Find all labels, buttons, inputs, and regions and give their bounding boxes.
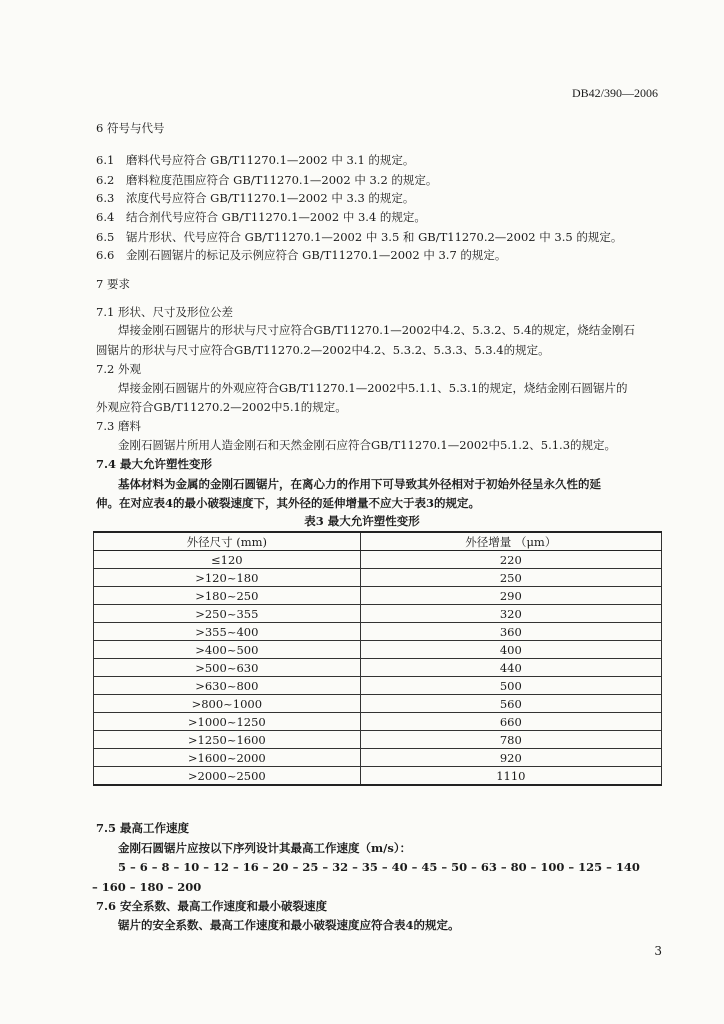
table-3-caption: 表3 最大允许塑性变形 (304, 514, 420, 528)
clause-text: 磨料代号应符合 GB/T11270.1—2002 中 3.1 的规定。 (126, 153, 415, 167)
table-row (94, 605, 662, 623)
cell-outer-diameter: >250~355 (94, 605, 361, 623)
clause-7-3-text-1: 金刚石圆锯片所用人造金刚石和天然金刚石应符合GB/T11270.1—2002中5.1.2、5.1.3的规定。 (118, 438, 617, 452)
header-outer-diameter: 外径尺寸 (mm) (94, 532, 361, 551)
cell-outer-diameter: >355~400 (94, 623, 361, 641)
clause-6-item (96, 172, 437, 188)
table-row (94, 641, 662, 659)
clause-text: 锯片形状、代号应符合 GB/T11270.1—2002 中 3.5 和 GB/T11270.2—2002 中 3.5 的规定。 (126, 230, 623, 244)
clause-7-6-text-1: 锯片的安全系数、最高工作速度和最小破裂速度应符合表4的规定。 (118, 918, 460, 932)
clause-6-item (96, 247, 506, 263)
cell-diameter-increase: 220 (360, 551, 661, 569)
cell-outer-diameter: >500~630 (94, 659, 361, 677)
cell-diameter-increase: 400 (360, 641, 661, 659)
clause-number: 6.6 (96, 248, 115, 262)
cell-outer-diameter: ≤120 (94, 551, 361, 569)
table-row (94, 659, 662, 677)
clause-text: 结合剂代号应符合 GB/T11270.1—2002 中 3.4 的规定。 (126, 210, 426, 224)
table-row (94, 569, 662, 587)
clause-number: 6.5 (96, 230, 115, 244)
clause-6-item (96, 229, 622, 245)
cell-outer-diameter: >120~180 (94, 569, 361, 587)
clause-number: 6.1 (96, 153, 115, 167)
speed-series-line-1: 5 – 6 – 8 – 10 – 12 – 16 – 20 – 25 – 32 – 35 – 40 – 45 – 50 – 63 – 80 – 100 – 125 – 140 (118, 860, 640, 874)
clause-7-4-text-1: 基体材料为金属的金刚石圆锯片，在离心力的作用下可导致其外径相对于初始外径呈永久性的延 (118, 477, 601, 491)
clause-7-2-heading: 7.2 外观 (96, 362, 141, 376)
clause-6-item (96, 152, 414, 168)
clause-text: 磨料粒度范围应符合 GB/T11270.1—2002 中 3.2 的规定。 (126, 173, 438, 187)
clause-7-1-text-1: 焊接金刚石圆锯片的形状与尺寸应符合GB/T11270.1—2002中4.2、5.3.2、5.4的规定，烧结金刚石 (118, 323, 635, 337)
table-3-max-plastic-deformation (93, 531, 662, 786)
clause-text: 浓度代号应符合 GB/T11270.1—2002 中 3.3 的规定。 (126, 191, 415, 205)
clause-7-2-text-2: 外观应符合GB/T11270.2—2002中5.1的规定。 (96, 400, 347, 414)
clause-number: 6.2 (96, 173, 115, 187)
cell-diameter-increase: 780 (360, 731, 661, 749)
cell-diameter-increase: 360 (360, 623, 661, 641)
cell-outer-diameter: >2000~2500 (94, 767, 361, 786)
clause-6-item (96, 209, 426, 225)
table-row (94, 551, 662, 569)
section-7-title: 7 要求 (96, 277, 130, 291)
cell-diameter-increase: 440 (360, 659, 661, 677)
document-code: DB42/390—2006 (571, 86, 658, 100)
table-row (94, 587, 662, 605)
speed-series-line-2: – 160 – 180 – 200 (92, 880, 202, 894)
clause-7-1-heading: 7.1 形状、尺寸及形位公差 (96, 305, 233, 319)
clause-7-5-heading: 7.5 最高工作速度 (96, 821, 190, 835)
table-header-row (94, 532, 662, 551)
clause-7-6-heading: 7.6 安全系数、最高工作速度和最小破裂速度 (96, 899, 328, 913)
cell-outer-diameter: >1000~1250 (94, 713, 361, 731)
clause-7-4-heading: 7.4 最大允许塑性变形 (96, 457, 213, 471)
header-diameter-increase: 外径增量 （μm） (360, 532, 661, 551)
section-6-title: 6 符号与代号 (96, 121, 165, 135)
cell-diameter-increase: 320 (360, 605, 661, 623)
table-row (94, 767, 662, 786)
clause-7-4-text-2: 伸。在对应表4的最小破裂速度下，其外径的延伸增量不应大于表3的规定。 (96, 496, 480, 510)
clause-7-3-heading: 7.3 磨料 (96, 419, 141, 433)
clause-number: 6.4 (96, 210, 115, 224)
table-row (94, 713, 662, 731)
clause-number: 6.3 (96, 191, 115, 205)
clause-7-5-text-1: 金刚石圆锯片应按以下序列设计其最高工作速度（m/s）： (118, 841, 412, 855)
cell-diameter-increase: 290 (360, 587, 661, 605)
table-row (94, 623, 662, 641)
cell-diameter-increase: 660 (360, 713, 661, 731)
cell-diameter-increase: 250 (360, 569, 661, 587)
clause-text: 金刚石圆锯片的标记及示例应符合 GB/T11270.1—2002 中 3.7 的规定。 (126, 248, 507, 262)
table-row (94, 677, 662, 695)
table-row (94, 731, 662, 749)
cell-outer-diameter: >1250~1600 (94, 731, 361, 749)
clause-7-1-text-2: 圆锯片的形状与尺寸应符合GB/T11270.2—2002中4.2、5.3.2、5.3.3、5.3.4的规定。 (96, 343, 550, 357)
cell-diameter-increase: 500 (360, 677, 661, 695)
page-number: 3 (654, 944, 662, 958)
cell-diameter-increase: 1110 (360, 767, 661, 786)
cell-outer-diameter: >630~800 (94, 677, 361, 695)
cell-diameter-increase: 560 (360, 695, 661, 713)
cell-diameter-increase: 920 (360, 749, 661, 767)
table-row (94, 695, 662, 713)
clause-7-2-text-1: 焊接金刚石圆锯片的外观应符合GB/T11270.1—2002中5.1.1、5.3.1的规定，烧结金刚石圆锯片的 (118, 381, 628, 395)
cell-outer-diameter: >1600~2000 (94, 749, 361, 767)
cell-outer-diameter: >180~250 (94, 587, 361, 605)
clause-6-item (96, 190, 414, 206)
table-row (94, 749, 662, 767)
cell-outer-diameter: >400~500 (94, 641, 361, 659)
cell-outer-diameter: >800~1000 (94, 695, 361, 713)
